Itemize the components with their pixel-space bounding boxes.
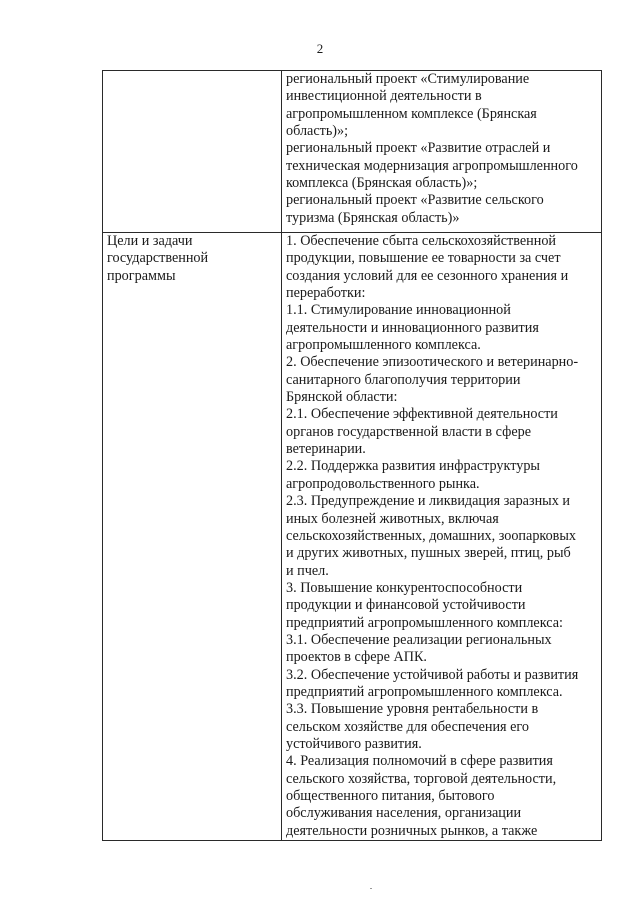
row-content-cell [282, 71, 602, 233]
scan-speck [370, 888, 372, 889]
page-number: 2 [316, 41, 324, 56]
text-line: комплекса (Брянская область)»; [286, 175, 478, 192]
text-line: и других животных, пушных зверей, птиц, рыб [286, 545, 571, 562]
text-line: 3.2. Обеспечение устойчивой работы и развития [286, 666, 579, 683]
label-line: Цели и задачи [107, 233, 193, 249]
text-line: и пчел. [286, 562, 329, 579]
text-line: инвестиционной деятельности в [286, 88, 482, 105]
text-line: обслуживания населения, организации [286, 805, 522, 822]
text-line: 2. Обеспечение эпизоотического и ветеринарно- [286, 354, 579, 371]
text-line: региональный проект «Развитие отраслей и [286, 140, 551, 157]
text-line: продукции, повышение ее товарности за счет [286, 250, 561, 267]
text-line: продукции и финансовой устойчивости [286, 597, 526, 614]
text-line: 3.1. Обеспечение реализации региональных [286, 631, 552, 648]
text-line: туризма (Брянская область)» [286, 209, 460, 226]
text-line: Брянской области: [286, 389, 398, 406]
text-line: органов государственной власти в сфере [286, 423, 532, 440]
text-line: 2.3. Предупреждение и ликвидация заразных и [286, 493, 570, 510]
text-line: создания условий для ее сезонного хранения и [286, 267, 569, 284]
text-line: деятельности и инновационного развития [286, 319, 539, 336]
label-line: программы [107, 267, 176, 284]
text-line: санитарного благополучия территории [286, 371, 521, 388]
text-line: 3.3. Повышение уровня рентабельности в [286, 701, 539, 718]
text-line: проектов в сфере АПК. [286, 649, 427, 666]
table-row-goals-and-tasks [103, 233, 602, 841]
text-line: ветеринарии. [286, 441, 366, 458]
table-row-regional-projects [103, 71, 602, 233]
row-content-cell [282, 233, 602, 841]
text-line: область)»; [286, 123, 349, 140]
text-line: агропромышленного комплекса. [286, 337, 481, 354]
text-line: предприятий агропромышленного комплекса: [286, 614, 563, 631]
text-line: 3. Повышение конкурентоспособности [286, 579, 523, 596]
text-line: техническая модернизация агропромышленного [286, 157, 578, 174]
text-line: сельского хозяйства, торговой деятельности, [286, 770, 557, 787]
row-label-cell [103, 233, 282, 841]
text-line: региональный проект «Стимулирование [286, 71, 530, 87]
text-line: деятельности розничных рынков, а также [286, 822, 538, 839]
text-line: сельском хозяйстве для обеспечения его [286, 718, 529, 735]
text-line: 1.1. Стимулирование инновационной [286, 302, 511, 319]
text-line: устойчивого развития. [286, 735, 422, 752]
label-line: государственной [107, 250, 209, 267]
text-line: агропромышленном комплексе (Брянская [286, 105, 537, 122]
text-line: сельскохозяйственных, домашних, зоопарковых [286, 527, 577, 544]
text-line: 1. Обеспечение сбыта сельскохозяйственной [286, 233, 557, 249]
row-label-cell [103, 71, 282, 233]
text-line: 2.1. Обеспечение эффективной деятельности [286, 406, 558, 423]
text-line: предприятий агропромышленного комплекса. [286, 683, 563, 700]
text-line: агропродовольственного рынка. [286, 475, 480, 492]
text-line: 2.2. Поддержка развития инфраструктуры [286, 458, 540, 475]
text-line: 4. Реализация полномочий в сфере развития [286, 753, 553, 770]
text-line: переработки: [286, 285, 366, 302]
text-line: региональный проект «Развитие сельского [286, 192, 544, 209]
text-line: общественного питания, бытового [286, 788, 495, 804]
program-passport-table [102, 70, 602, 841]
text-line: иных болезней животных, включая [286, 510, 499, 527]
